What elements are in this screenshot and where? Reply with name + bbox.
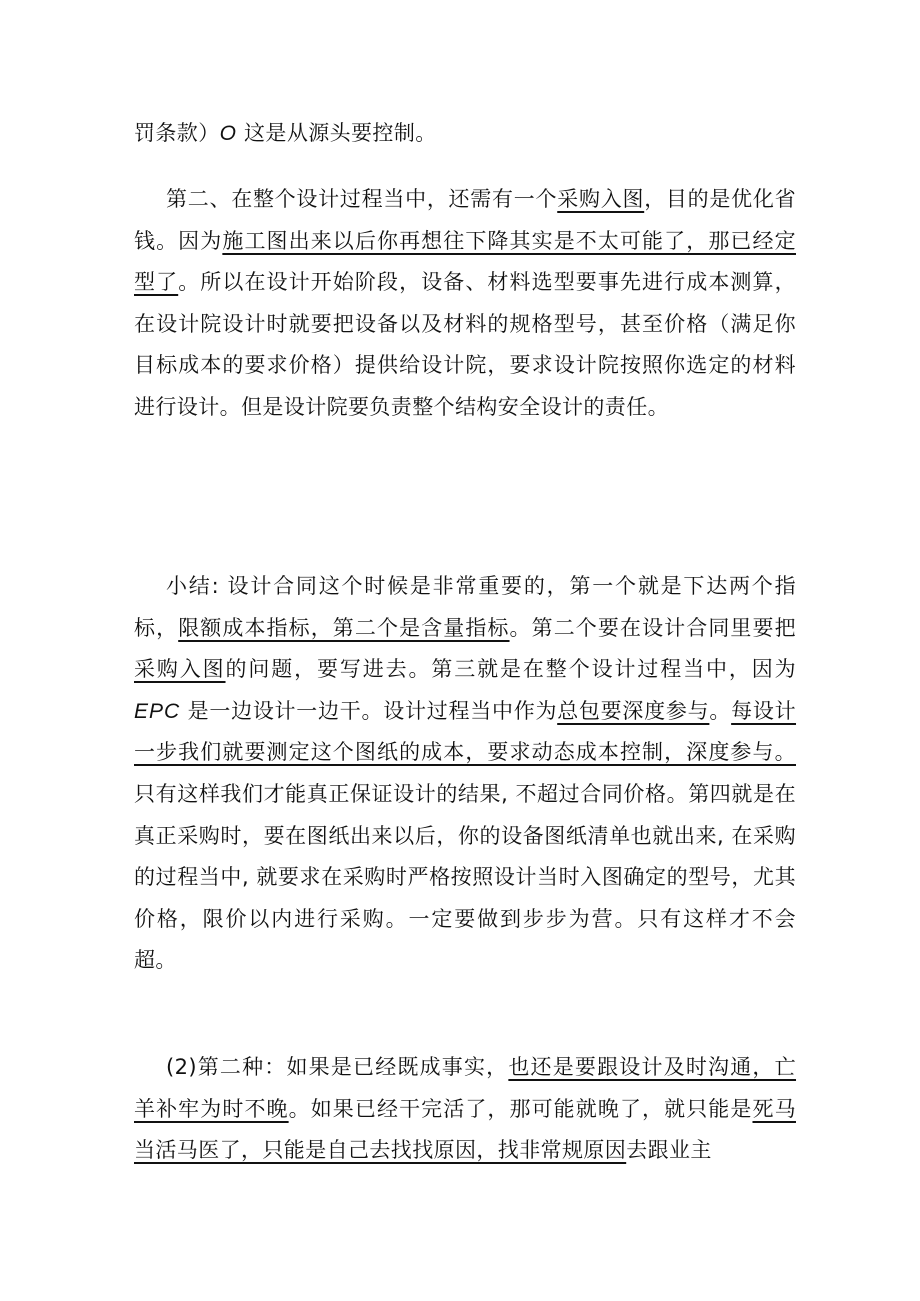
underlined-text: 采购入图 [134, 657, 226, 682]
paragraph-second-case [134, 1047, 796, 1172]
underlined-text: 施工图出来以后你再想往下降其实是不太可能了，那已经定型了 [134, 228, 796, 295]
text-run-latin: O [219, 122, 237, 145]
text-run: ，目的是优化省钱。因为 [134, 187, 796, 253]
text-run-latin: EPC [134, 699, 181, 723]
paragraph-procurement-in-drawing [134, 179, 796, 429]
text-run: 这是从源头要控制。 [236, 121, 437, 145]
text-run: (2)第二种：如果是已经既成事实， [166, 1055, 509, 1079]
text-run: 。如果已经干完活了，那可能就晚了，就只能是 [288, 1096, 753, 1121]
text-run: 。第二个要在设计合同里要把 [509, 615, 796, 640]
text-run: 第二、在整个设计过程当中，还需有一个 [166, 187, 558, 211]
underlined-text: 限额成本指标，第二个是含量指标 [178, 615, 510, 640]
text-run: 只有这样我们才能真正保证设计的结果, 不超过合同价格。第四就是在真正采购时，要在图纸出来以后，你的设备图纸清单也就出来, 在采购的过程当中, 就要求在采购时严格按照设计当时入图确定的型号，尤其价格，限价以内进行采购。一定要做到步步为营。只有这样才不会超。 [134, 781, 796, 973]
paragraph-penalty-clause [134, 113, 796, 155]
text-run: 。所以在设计开始阶段，设备、材料选型要事先进行成本测算，在设计院设计时就要把设备以及材料的规格型号，甚至价格（满足你目标成本的要求价格）提供给设计院，要求设计院按照你选定的材料进行设计。但是设计院要负责整个结构安全设计的责任。 [134, 270, 796, 419]
text-run: 是一边设计一边干。设计过程当中作为 [180, 698, 558, 723]
underlined-text: 每设计一步我们就要测定这个图纸的成本，要求动态成本控制，深度参与。 [134, 698, 797, 765]
text-run: 的问题，要写进去。第三就是在整个设计过程当中，因为 [225, 657, 796, 682]
underlined-text: 死马当活马医了，只能是自己去找找原因，找非常规原因 [134, 1096, 796, 1163]
text-run: 去跟业主 [626, 1138, 712, 1163]
text-run: 小结: 设计合同这个时候是非常重要的，第一个就是下达两个指标， [134, 574, 796, 640]
underlined-text: 总包要深度参与 [557, 698, 710, 723]
text-run: 。 [709, 698, 732, 723]
text-run: 罚条款） [134, 121, 220, 145]
underlined-text: 也还是要跟设计及时沟通，亡羊补牢为时不晚 [134, 1055, 797, 1121]
paragraph-summary [134, 566, 796, 982]
underlined-text: 采购入图 [557, 187, 645, 211]
